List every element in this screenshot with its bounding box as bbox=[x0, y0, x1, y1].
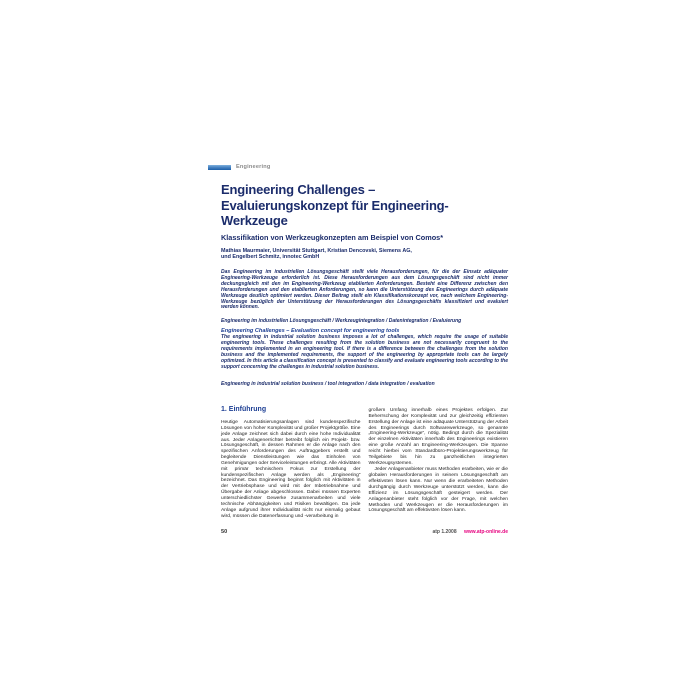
article-title-line1: Engineering Challenges – bbox=[221, 182, 376, 197]
section-1-heading: 1. Einführung bbox=[221, 406, 267, 413]
category-bar-icon bbox=[208, 165, 231, 170]
keywords-english: Engineering in industrial solution business / tool integration / data integration / evaluation bbox=[221, 381, 435, 387]
footer-journal-info bbox=[432, 529, 508, 535]
abstract-german: Das Engineering im industriellen Lösungsgeschäft stellt viele Herausforderungen, für die der Einsatz adäquater Engineering-Werkzeuge erforderlich ist. Diese Herausforderungen aus dem Lösungsgeschäft sind nicht immer deckungsgleich mit den im Engineering-Werkzeug etablierten Anforderungen. Besteht eine Differenz zwischen den Herausforderungen und den etablierten Anforderungen, so kann die Unterstützung des Engineerings durch adäquate Werkzeuge deutlich optimiert werden. Dieser Beitrag stellt ein Klassifikationskonzept vor, nach welchem Engineering-Werkzeuge bezüglich der Unterstützung der Herausforderungen des Lösungsgeschäfts klassifiziert und evaluiert werden können. bbox=[221, 269, 508, 311]
body-column-left bbox=[221, 404, 361, 519]
article-subtitle: Klassifikation von Werkzeugkonzepten am Beispiel von Comos* bbox=[221, 233, 444, 242]
category-label: Engineering bbox=[236, 164, 271, 170]
authors-line2: und Engelbert Schmitz, innotec GmbH bbox=[221, 254, 320, 261]
keywords-german: Engineering im industriellen Lösungsgeschäft / Werkzeugintegration / Datenintegration / Evaluierung bbox=[221, 318, 462, 324]
body-column-right bbox=[369, 404, 509, 519]
authors-line1: Mathias Maurmaier, Universität Stuttgart, Kristian Dencovski, Siemens AG, bbox=[221, 248, 412, 254]
section-1-text-left: Heutige Automatisierungsanlagen sind kundenspezifische Lösungen von hoher Komplexität und großer Projektgröße. Eine jede Anlage zeichnet sich dabei durch eine hohe Individualität aus. Jeder Anlagenerrichter betreibt folglich ein Projekt- bzw. Lösungsgeschäft, in dessen Rahmen er die Anlage nach den spezifischen Anforderungen des Auftraggebers erstellt und begleitende Dienstleistungen wie das Einholen von Genehmigungen oder Serviceleistungen erbringt. Alle Aktivitäten mit primär technischem Fokus zur Erstellung der kundenspezifischen Anlage werden als „Engineering“ bezeichnet. Das Engineering beginnt folglich mit Aktivitäten in der Vertriebsphase und wird mit der Inbetriebnahme und Übergabe der Anlage abgeschlossen. Dabei müssen Experten unterschiedlichster Gewerke zusammenarbeiten und viele technische Abhängigkeiten und Risiken bewältigen. Da jede Anlage aufgrund ihrer Individualität nicht nur einmalig gebaut wird, müssen die Datenerfassung und -verarbeitung in bbox=[221, 420, 361, 519]
authors-byline bbox=[221, 248, 508, 261]
abstract-english: The engineering in industrial solution business imposes a lot of challenges, which require the usage of suitable engineering tools. These challenges resulting from the solution business are not necessarily congruent to the requirements implemented in an engineering tool. If there is a difference between the challenges from the solution business and the implemented requirements, the support of the engineering by appropriate tools can be largely optimized. In this article a classification concept is presented to classify and evaluate engineering tools according to the support concerning the challenges in industrial solution business. bbox=[221, 334, 508, 370]
article-title-line2: Evaluierungskonzept für Engineering- bbox=[221, 197, 449, 213]
section-1-text-right-p1: großem Umfang innerhalb eines Projektes erfolgen. Zur Beherrschung der Komplexität und zur gleichzeitig effizienten Erstellung der Anlage ist eine adäquate Unterstützung der Arbeit des Engineerings durch Softwarewerkzeuge, so genannte „Engineering-Werkzeuge“, nötig. Bedingt durch die Spezialität der einzelnen Aktivitäten innerhalb des Engineerings existieren eine große Anzahl an Engineering-Werkzeugen. Die Spanne reicht hierbei vom Standardbüro-Projektierungswerkzeug für Teilgebiete bis hin zu ganzheitlichen integrierten Werkzeugsystemen. bbox=[368, 408, 508, 466]
article-title-line3: Werkzeuge bbox=[221, 213, 288, 228]
abstract-english-title: Engineering Challenges – Evaluation concept for engineering tools bbox=[221, 328, 400, 334]
journal-website: www.atp-online.de bbox=[464, 529, 508, 535]
body-columns bbox=[221, 404, 508, 519]
category-header bbox=[208, 164, 271, 170]
section-1-text-right-p2: Jeder Anlagenanbieter muss Methoden erarbeiten, wie er die globalen Herausforderungen in seinem Lösungsgeschäft am effektivsten lösen kann. Nur wenn die erarbeiteten Methoden durchgängig durch Werkzeuge unterstützt werden, kann die Effizienz im Lösungsgeschäft gesteigert werden. Der Anlagenanbieter steht folglich vor der Frage, mit welchen Methoden und Werkzeugen er die Herausforderungen im Lösungsgeschäft am effektivsten lösen kann. bbox=[368, 467, 508, 514]
article-title bbox=[221, 182, 497, 229]
journal-issue: atp 1.2008 bbox=[432, 529, 457, 535]
page-number: 50 bbox=[221, 529, 228, 535]
